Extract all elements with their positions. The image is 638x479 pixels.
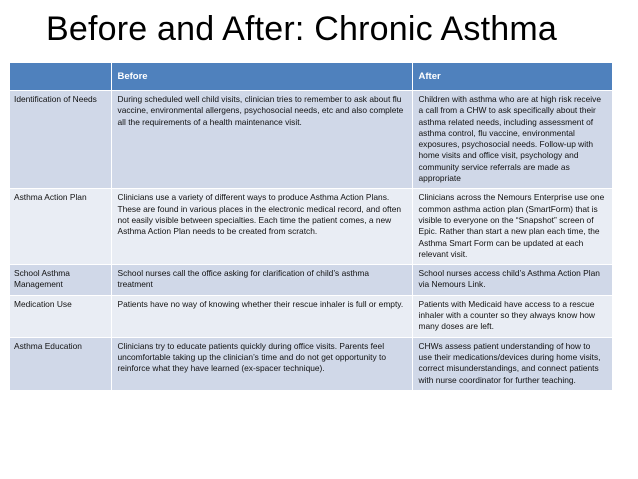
- slide-title: Before and After: Chronic Asthma: [46, 10, 558, 48]
- row-label: Asthma Education: [10, 337, 111, 390]
- table-row: [10, 295, 612, 337]
- table-header-row: [10, 63, 612, 91]
- after-cell: Patients with Medicaid have access to a rescue inhaler with a counter so they always know how many doses are left.: [412, 295, 612, 337]
- row-label: Asthma Action Plan: [10, 189, 111, 265]
- before-cell: Clinicians try to educate patients quickly during office visits. Parents feel uncomfortable taking up the clinician’s time and do not get opportunity to reinforce what they have learned (ex-spacer technique).: [111, 337, 412, 390]
- before-cell: School nurses call the office asking for clarification of child’s asthma treatment: [111, 265, 412, 296]
- table-row: [10, 337, 612, 390]
- table-row: [10, 265, 612, 296]
- row-label: School Asthma Management: [10, 265, 111, 296]
- before-cell: Patients have no way of knowing whether their rescue inhaler is full or empty.: [111, 295, 412, 337]
- header-category: [10, 63, 111, 91]
- header-after: After: [412, 63, 612, 91]
- header-before: Before: [111, 63, 412, 91]
- after-cell: Clinicians across the Nemours Enterprise use one common asthma action plan (SmartForm) that is visible to everyone on the “Snapshot” screen of Epic. Rather than start a new plan each time, the Asthma Smart Form can be updated at each relevant visit.: [412, 189, 612, 265]
- table-row: [10, 189, 612, 265]
- table-row: [10, 91, 612, 189]
- after-cell: Children with asthma who are at high risk receive a call from a CHW to ask specifically about their asthma related needs, including assessment of asthma control, flu vaccine, environmental exposures, psychosocial needs. Follow-up with home visits and office visit, psychology and community service referrals are made as appropriate: [412, 91, 612, 189]
- after-cell: CHWs assess patient understanding of how to use their medications/devices during home visits, correct misunderstandings, and connect patients with nurse coordinator for further teaching.: [412, 337, 612, 390]
- after-cell: School nurses access child’s Asthma Action Plan via Nemours Link.: [412, 265, 612, 296]
- before-cell: Clinicians use a variety of different ways to produce Asthma Action Plans. These are found in various places in the electronic medical record, and often not easily visible between specialties. Each time the patient comes, a new Asthma Action Plan needs to be created from scratch.: [111, 189, 412, 265]
- row-label: Medication Use: [10, 295, 111, 337]
- row-label: Identification of Needs: [10, 91, 111, 189]
- before-cell: During scheduled well child visits, clinician tries to remember to ask about flu vaccine, environmental allergens, psychosocial needs, etc and also complete all the requirements of a health maintenance visit.: [111, 91, 412, 189]
- comparison-table: [10, 63, 612, 390]
